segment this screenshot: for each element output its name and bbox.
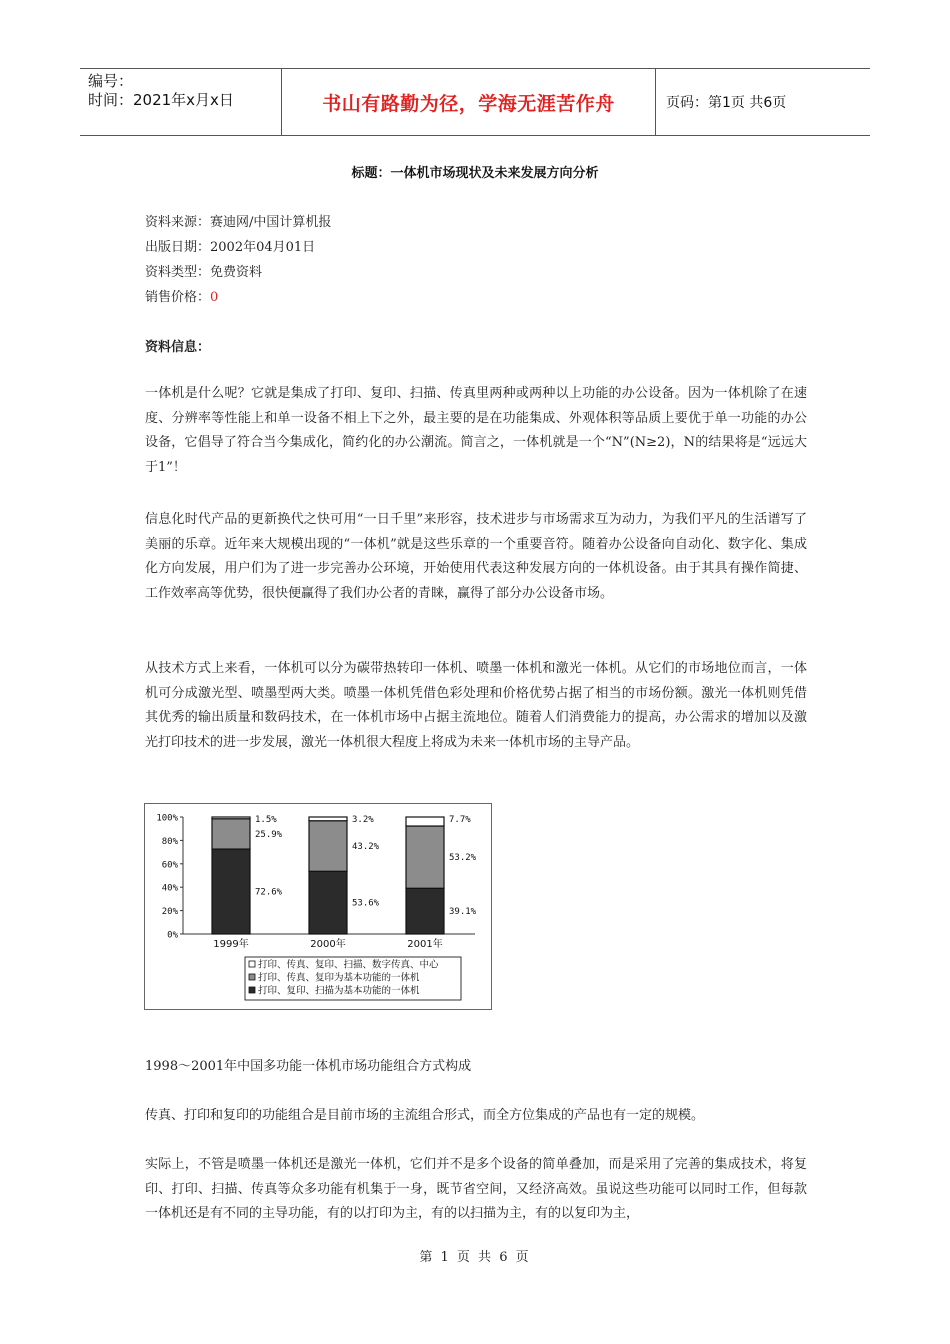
header-left-cell bbox=[80, 69, 282, 135]
code-label: 编号： bbox=[88, 72, 134, 90]
meta-price bbox=[145, 285, 331, 310]
y-tick-label: 60% bbox=[161, 860, 178, 871]
meta-price-value: 0 bbox=[210, 290, 219, 305]
paragraph-1: 一体机是什么呢？它就是集成了打印、复印、扫描、传真里两种或两种以上功能的办公设备。因为一体机除了在速度、分辨率等性能上和单一设备不相上下之外，最主要的是在功能集成、外观体积等品质上要优于单一功能的办公设备，它倡导了符合当今集成化，简约化的办公潮流。简言之，一体机就是一个“N”(N≥2)，N的结果将是“远远大于1”！ bbox=[145, 386, 807, 475]
meta-date: 出版日期：2002年04月01日 bbox=[145, 240, 316, 255]
bar-segment bbox=[309, 821, 347, 872]
info-heading: 资料信息： bbox=[145, 340, 211, 355]
legend-label: 打印、传真、复印为基本功能的一体机 bbox=[258, 972, 420, 984]
y-tick-label: 100% bbox=[156, 813, 178, 824]
y-tick-label: 80% bbox=[161, 836, 178, 847]
data-label: 72.6% bbox=[255, 887, 283, 898]
data-label: 53.6% bbox=[352, 898, 380, 909]
legend-label: 打印、复印、扫描为基本功能的一体机 bbox=[258, 985, 420, 997]
bar-segment bbox=[212, 819, 250, 849]
chart-svg bbox=[145, 804, 491, 1009]
bar-segment bbox=[406, 826, 444, 888]
header-motto: 书山有路勤为径，学海无涯苦作舟 bbox=[282, 69, 656, 135]
meta-source: 资料来源：赛迪网/中国计算机报 bbox=[145, 215, 332, 230]
data-label: 53.2% bbox=[449, 853, 477, 864]
bar-segment bbox=[309, 871, 347, 934]
time-label: 时间：2021年x月x日 bbox=[88, 91, 234, 109]
data-label: 25.9% bbox=[255, 829, 283, 840]
page-footer: 第 1 页 共 6 页 bbox=[419, 1250, 531, 1265]
y-tick-label: 0% bbox=[167, 930, 178, 941]
data-label: 7.7% bbox=[449, 815, 471, 825]
x-tick-label: 2001年 bbox=[407, 939, 443, 950]
meta-type: 资料类型：免费资料 bbox=[145, 265, 263, 280]
data-label: 43.2% bbox=[352, 842, 380, 853]
chart-caption: 1998～2001年中国多功能一体机市场功能组合方式构成 bbox=[145, 1059, 472, 1074]
data-label: 1.5% bbox=[255, 815, 277, 825]
paragraph-4: 传真、打印和复印的功能组合是目前市场的主流组合形式，而全方位集成的产品也有一定的规模。 bbox=[145, 1108, 705, 1123]
x-tick-label: 1999年 bbox=[213, 939, 249, 950]
header-table bbox=[80, 68, 870, 136]
meta-block bbox=[145, 210, 331, 310]
x-tick-label: 2000年 bbox=[310, 939, 346, 950]
bar-segment bbox=[212, 817, 250, 819]
y-tick-label: 40% bbox=[161, 883, 178, 894]
legend-swatch bbox=[249, 961, 255, 967]
meta-price-label: 销售价格： bbox=[145, 290, 211, 305]
bar-segment bbox=[406, 888, 444, 934]
legend-swatch bbox=[249, 987, 255, 993]
bar-segment bbox=[406, 817, 444, 826]
bar-segment bbox=[212, 849, 250, 934]
data-label: 3.2% bbox=[352, 815, 374, 825]
legend-label: 打印、传真、复印、扫描、数字传真、中心 bbox=[258, 959, 439, 971]
stacked-bar-chart bbox=[144, 803, 492, 1010]
data-label: 39.1% bbox=[449, 907, 477, 918]
bar-segment bbox=[309, 817, 347, 821]
header-page-label: 页码：第1页 共6页 bbox=[666, 95, 787, 111]
paragraph-3: 从技术方式上来看，一体机可以分为碳带热转印一体机、喷墨一体机和激光一体机。从它们的市场地位而言，一体机可分成激光型、喷墨型两大类。喷墨一体机凭借色彩处理和价格优势占据了相当的市场份额。激光一体机则凭借其优秀的输出质量和数码技术，在一体机市场中占据主流地位。随着人们消费能力的提高，办公需求的增加以及激光打印技术的进一步发展，激光一体机很大程度上将成为未来一体机市场的主导产品。 bbox=[145, 661, 807, 750]
document-title: 标题：一体机市场现状及未来发展方向分析 bbox=[351, 166, 599, 181]
legend-swatch bbox=[249, 974, 255, 980]
y-tick-label: 20% bbox=[161, 907, 178, 918]
paragraph-2: 信息化时代产品的更新换代之快可用“一日千里”来形容，技术进步与市场需求互为动力，为我们平凡的生活谱写了美丽的乐章。近年来大规模出现的“一体机”就是这些乐章的一个重要音符。随着办公设备向自动化、数字化、集成化方向发展，用户们为了进一步完善办公环境，开始使用代表这种发展方向的一体机设备。由于其具有操作简捷、工作效率高等优势，很快便赢得了我们办公者的青睐，赢得了部分办公设备市场。 bbox=[145, 512, 807, 601]
paragraph-5: 实际上，不管是喷墨一体机还是激光一体机，它们并不是多个设备的简单叠加，而是采用了完善的集成技术，将复印、打印、扫描、传真等众多功能有机集于一身，既节省空间，又经济高效。虽说这些功能可以同时工作，但每款一体机还是有不同的主导功能，有的以打印为主，有的以扫描为主，有的以复印为主， bbox=[145, 1157, 807, 1221]
